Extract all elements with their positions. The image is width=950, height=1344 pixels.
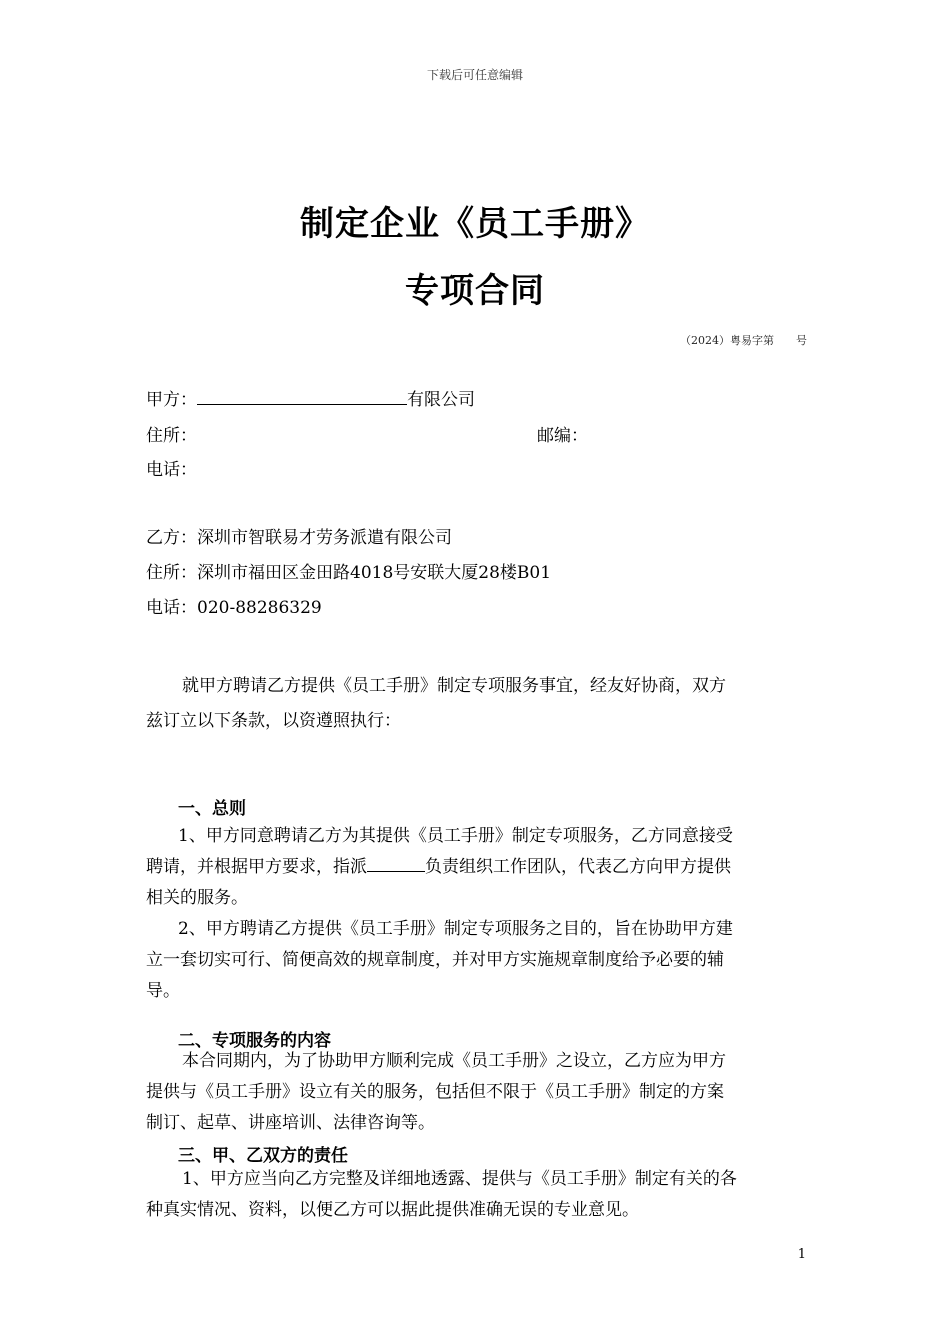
section3-line2: 种真实情况、资料，以便乙方可以据此提供准确无误的专业意见。 bbox=[146, 1200, 639, 1220]
page-number: 1 bbox=[797, 1247, 806, 1262]
party-b-name: 乙方：深圳市智联易才劳务派遣有限公司 bbox=[146, 528, 452, 548]
section1-item1-line1: 1、甲方同意聘请乙方为其提供《员工手册》制定专项服务，乙方同意接受 bbox=[178, 826, 733, 846]
section1-item2-line2: 立一套切实可行、简便高效的规章制度，并对甲方实施规章制度给予必要的辅 bbox=[146, 950, 724, 970]
section2-body bbox=[146, 1046, 808, 1139]
section1-item2-line3: 导。 bbox=[146, 981, 180, 1001]
intro-line1: 就甲方聘请乙方提供《员工手册》制定专项服务事宜，经友好协商，双方 bbox=[182, 676, 726, 696]
party-a-address-label: 住所： bbox=[146, 426, 197, 446]
party-b-address: 住所：深圳市福田区金田路4018号安联大厦28楼B01 bbox=[146, 563, 552, 583]
document-number: （2024）粤易字第 号 bbox=[680, 334, 807, 347]
document-title-line2: 专项合同 bbox=[405, 271, 545, 311]
party-a-suffix: 有限公司 bbox=[407, 390, 475, 410]
party-a-name-blank bbox=[197, 386, 407, 405]
document-title-line1: 制定企业《员工手册》 bbox=[300, 204, 650, 244]
section1-heading: 一、总则 bbox=[178, 799, 246, 819]
section2-line2: 提供与《员工手册》设立有关的服务，包括但不限于《员工手册》制定的方案 bbox=[146, 1082, 724, 1102]
section2-heading: 二、专项服务的内容 bbox=[178, 1031, 331, 1051]
party-a-label: 甲方： bbox=[146, 390, 197, 410]
section3-line1: 1、甲方应当向乙方完整及详细地透露、提供与《员工手册》制定有关的各 bbox=[182, 1169, 737, 1189]
section1-item1-line3: 相关的服务。 bbox=[146, 888, 248, 908]
header-note: 下载后可任意编辑 bbox=[426, 68, 523, 82]
section2-line1: 本合同期内，为了协助甲方顺利完成《员工手册》之设立，乙方应为甲方 bbox=[182, 1051, 726, 1071]
intro-line2: 兹订立以下条款，以资遵照执行： bbox=[146, 711, 401, 731]
section1-body bbox=[146, 821, 808, 1007]
section3-body bbox=[146, 1164, 808, 1226]
party-a-phone-label: 电话： bbox=[146, 460, 197, 480]
party-a-postcode-label: 邮编： bbox=[537, 426, 588, 446]
section1-item1-line2-post: 负责组织工作团队，代表乙方向甲方提供 bbox=[425, 857, 731, 877]
section1-item2-line1: 2、甲方聘请乙方提供《员工手册》制定专项服务之目的，旨在协助甲方建 bbox=[178, 919, 733, 939]
section2-line3: 制订、起草、讲座培训、法律咨询等。 bbox=[146, 1113, 435, 1133]
intro-paragraph bbox=[146, 671, 808, 737]
section3-heading: 三、甲、乙双方的责任 bbox=[178, 1146, 348, 1166]
party-a-line bbox=[146, 385, 475, 410]
section1-item1-line2 bbox=[146, 852, 808, 883]
section1-item1-line2-pre: 聘请，并根据甲方要求，指派 bbox=[146, 857, 367, 877]
section1-assignee-blank bbox=[367, 853, 425, 872]
party-b-phone: 电话：020-88286329 bbox=[146, 598, 322, 618]
